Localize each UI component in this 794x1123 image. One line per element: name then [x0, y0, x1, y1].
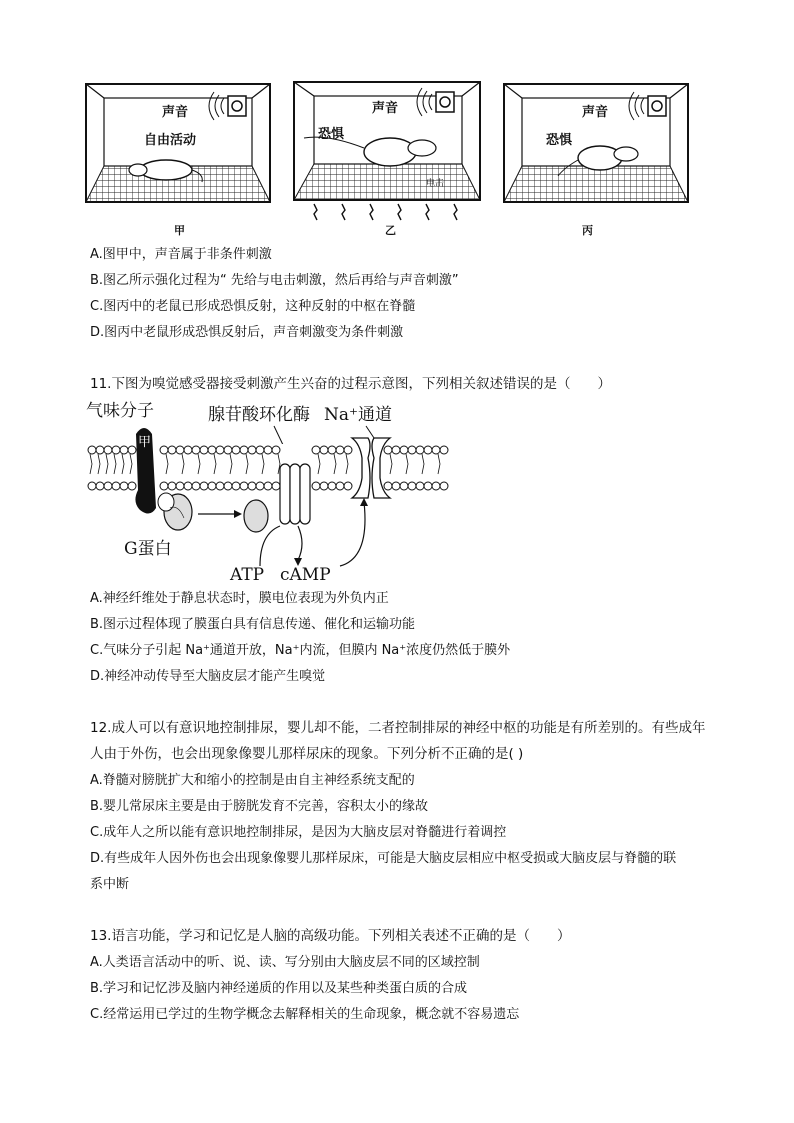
q10-option-d: D.图丙中老鼠形成恐惧反射后，声音刺激变为条件刺激 — [90, 325, 404, 340]
q11-option-b: B.图示过程体现了膜蛋白具有信息传递、催化和运输功能 — [90, 617, 416, 632]
q13-stem: 13.语言功能，学习和记忆是人脑的高级功能。下列相关表述不正确的是（ ） — [90, 928, 571, 944]
g-protein-label: G蛋白 — [124, 539, 172, 559]
panel1-action-label: 自由活动 — [144, 133, 197, 148]
q13-option-c: C.经常运用已学过的生物学概念去解释相关的生命现象，概念就不容易遗忘 — [90, 1007, 520, 1022]
adenylyl-cyclase-label: 腺苷酸环化酶 — [208, 405, 310, 425]
odorant-receptor — [135, 428, 156, 514]
odor-molecule-label: 气味分子 — [86, 401, 154, 421]
adenylyl-cyclase — [280, 464, 310, 524]
q10-figure — [78, 78, 694, 240]
panel1-sound-label: 声音 — [162, 105, 189, 120]
q12-option-b: B.婴儿常尿床主要是由于膀胱发育不完善，容积太小的缘故 — [90, 799, 429, 814]
panel3-sound-label: 声音 — [582, 105, 609, 120]
panel2-action-label: 恐惧 — [318, 127, 345, 142]
receptor-label: 甲 — [138, 435, 152, 450]
lightning-icon — [314, 204, 457, 220]
panel2-sound-label: 声音 — [372, 101, 399, 116]
q12-option-d-cont: 系中断 — [90, 877, 130, 892]
q11-stem: 11.下图为嗅觉感受器接受刺激产生兴奋的过程示意图，下列相关叙述错误的是（ ） — [90, 376, 611, 392]
q11-figure — [84, 398, 454, 584]
panel-jia — [86, 84, 270, 202]
q10-option-b: B.图乙所示强化过程为“ 先给与电击刺激，然后再给与声音刺激” — [90, 273, 459, 288]
na-channel-label: Na⁺通道 — [324, 405, 392, 425]
q12-stem-line1: 12.成人可以有意识地控制排尿，婴儿却不能，二者控制排尿的神经中枢的功能是有所差别的。有些成年 — [90, 720, 706, 736]
g-protein-activated — [244, 500, 268, 532]
q13-option-b: B.学习和记忆涉及脑内神经递质的作用以及某些种类蛋白质的合成 — [90, 981, 468, 996]
q10-option-c: C.图丙中的老鼠已形成恐惧反射，这种反射的中枢在脊髓 — [90, 299, 416, 314]
panel-caption-jia: 甲 — [174, 224, 185, 237]
q12-option-a: A.脊髓对膀胱扩大和缩小的控制是由自主神经系统支配的 — [90, 773, 415, 788]
q12-stem-line2: 人由于外伤，也会出现象像婴儿那样尿床的现象。下列分析不正确的是( ) — [90, 746, 524, 762]
panel-caption-bing: 丙 — [582, 224, 593, 237]
panel-caption-yi: 乙 — [385, 224, 396, 237]
camp-label: cAMP — [280, 565, 331, 584]
g-protein — [158, 493, 192, 530]
q12-option-c: C.成年人之所以能有意识地控制排尿，是因为大脑皮层对脊髓进行着调控 — [90, 825, 507, 840]
panel3-action-label: 恐惧 — [546, 133, 573, 148]
q11-option-d: D.神经冲动传导至大脑皮层才能产生嗅觉 — [90, 669, 326, 684]
q12-option-d: D.有些成年人因外伤也会出现象像婴儿那样尿床，可能是大脑皮层相应中枢受损或大脑皮层与脊髓的联 — [90, 851, 677, 866]
atp-label: ATP — [230, 565, 265, 584]
panel-bing — [504, 84, 688, 202]
q13-option-a: A.人类语言活动中的听、说、读、写分别由大脑皮层不同的区域控制 — [90, 955, 480, 970]
shock-label: 电击 — [426, 179, 445, 189]
panel-yi — [294, 82, 480, 220]
q10-option-a: A.图甲中，声音属于非条件刺激 — [90, 247, 272, 262]
q11-option-c: C.气味分子引起 Na⁺通道开放，Na⁺内流，但膜内 Na⁺浓度仍然低于膜外 — [90, 643, 511, 658]
q11-option-a: A.神经纤维处于静息状态时，膜电位表现为外负内正 — [90, 591, 389, 606]
